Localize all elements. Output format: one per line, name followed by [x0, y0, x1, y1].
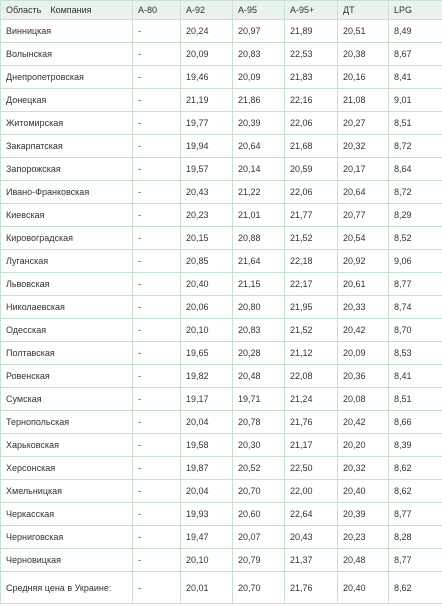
- a92-cell: 20,40: [181, 273, 233, 296]
- lpg-cell: 8,51: [389, 388, 442, 411]
- a92-cell: 20,10: [181, 549, 233, 572]
- dt-cell: 20,32: [338, 457, 389, 480]
- a95-plus-cell: 22,16: [285, 89, 338, 112]
- a80-cell: -: [133, 227, 181, 250]
- table-row: [1, 388, 442, 411]
- a95-cell: 20,78: [233, 411, 285, 434]
- lpg-cell: 9,06: [389, 250, 442, 273]
- a80-cell: -: [133, 181, 181, 204]
- a92-cell: 19,46: [181, 66, 233, 89]
- a95-cell: 20,88: [233, 227, 285, 250]
- lpg-cell: 8,67: [389, 43, 442, 66]
- dt-cell: 20,48: [338, 549, 389, 572]
- a80-cell: -: [133, 158, 181, 181]
- region-cell: Днепропетровская: [1, 66, 133, 89]
- table-row: [1, 296, 442, 319]
- region-cell: Николаевская: [1, 296, 133, 319]
- header-company: Компания: [50, 5, 92, 15]
- a80-cell: -: [133, 480, 181, 503]
- lpg-cell: 8,72: [389, 181, 442, 204]
- region-cell: Ровенская: [1, 365, 133, 388]
- table-header: [1, 1, 442, 20]
- dt-cell: 20,32: [338, 135, 389, 158]
- a95-cell: 20,14: [233, 158, 285, 181]
- a80-cell: -: [133, 66, 181, 89]
- a95-cell: 20,83: [233, 43, 285, 66]
- a95-plus-cell: 22,08: [285, 365, 338, 388]
- lpg-cell: 8,72: [389, 135, 442, 158]
- a95-plus-cell: 22,17: [285, 273, 338, 296]
- a92-cell: 20,01: [181, 572, 233, 604]
- a92-cell: 20,85: [181, 250, 233, 273]
- header-region: Область: [6, 5, 42, 15]
- dt-cell: 20,40: [338, 480, 389, 503]
- lpg-cell: 8,28: [389, 526, 442, 549]
- a95-cell: 20,64: [233, 135, 285, 158]
- lpg-cell: 8,74: [389, 296, 442, 319]
- a95-cell: 21,22: [233, 181, 285, 204]
- a95-cell: 20,70: [233, 572, 285, 604]
- a95-cell: 21,64: [233, 250, 285, 273]
- table-row: [1, 273, 442, 296]
- a92-cell: 19,82: [181, 365, 233, 388]
- a92-cell: 21,19: [181, 89, 233, 112]
- a80-cell: -: [133, 250, 181, 273]
- a95-cell: 20,80: [233, 296, 285, 319]
- table-row: [1, 89, 442, 112]
- a95-cell: 21,86: [233, 89, 285, 112]
- a80-cell: -: [133, 135, 181, 158]
- region-cell: Херсонская: [1, 457, 133, 480]
- region-cell: Закарпатская: [1, 135, 133, 158]
- a95-plus-cell: 21,12: [285, 342, 338, 365]
- dt-cell: 20,64: [338, 181, 389, 204]
- a80-cell: -: [133, 89, 181, 112]
- a95-cell: 20,83: [233, 319, 285, 342]
- region-cell: Киевская: [1, 204, 133, 227]
- a95-plus-cell: 21,76: [285, 572, 338, 604]
- a95-plus-cell: 21,52: [285, 319, 338, 342]
- a92-cell: 20,43: [181, 181, 233, 204]
- a95-cell: 20,52: [233, 457, 285, 480]
- table-row: [1, 227, 442, 250]
- region-cell: Ивано-Франковская: [1, 181, 133, 204]
- lpg-cell: 8,77: [389, 549, 442, 572]
- a95-cell: 20,39: [233, 112, 285, 135]
- dt-cell: 20,42: [338, 411, 389, 434]
- lpg-cell: 8,53: [389, 342, 442, 365]
- region-cell: Одесская: [1, 319, 133, 342]
- region-cell: Средняя цена в Украине:: [1, 572, 133, 604]
- a95-cell: 21,01: [233, 204, 285, 227]
- a95-plus-cell: 20,59: [285, 158, 338, 181]
- a95-plus-cell: 20,43: [285, 526, 338, 549]
- header-a80[interactable]: А-80: [133, 1, 181, 20]
- a95-plus-cell: 22,18: [285, 250, 338, 273]
- region-cell: Кировоградская: [1, 227, 133, 250]
- table-row: [1, 503, 442, 526]
- a80-cell: -: [133, 572, 181, 604]
- table-row: [1, 480, 442, 503]
- a95-plus-cell: 22,53: [285, 43, 338, 66]
- a92-cell: 19,58: [181, 434, 233, 457]
- dt-cell: 20,23: [338, 526, 389, 549]
- dt-cell: 20,42: [338, 319, 389, 342]
- a95-plus-cell: 21,24: [285, 388, 338, 411]
- table-row: [1, 158, 442, 181]
- region-cell: Хмельницкая: [1, 480, 133, 503]
- region-cell: Сумская: [1, 388, 133, 411]
- a80-cell: -: [133, 526, 181, 549]
- a80-cell: -: [133, 319, 181, 342]
- a80-cell: -: [133, 457, 181, 480]
- a80-cell: -: [133, 296, 181, 319]
- a95-plus-cell: 22,06: [285, 112, 338, 135]
- a95-cell: 20,28: [233, 342, 285, 365]
- a92-cell: 20,23: [181, 204, 233, 227]
- header-dt[interactable]: ДТ: [338, 1, 389, 20]
- table-row: [1, 319, 442, 342]
- a80-cell: -: [133, 204, 181, 227]
- table-row: [1, 342, 442, 365]
- a80-cell: -: [133, 112, 181, 135]
- a95-plus-cell: 21,76: [285, 411, 338, 434]
- region-cell: Черновицкая: [1, 549, 133, 572]
- table-row: [1, 457, 442, 480]
- a95-plus-cell: 22,06: [285, 181, 338, 204]
- table-row: [1, 20, 442, 43]
- dt-cell: 20,40: [338, 572, 389, 604]
- region-cell: Запорожская: [1, 158, 133, 181]
- a92-cell: 19,65: [181, 342, 233, 365]
- table-row: [1, 181, 442, 204]
- dt-cell: 20,20: [338, 434, 389, 457]
- a80-cell: -: [133, 388, 181, 411]
- a92-cell: 19,57: [181, 158, 233, 181]
- header-region-company[interactable]: [1, 1, 133, 20]
- table-row: [1, 526, 442, 549]
- region-cell: Полтавская: [1, 342, 133, 365]
- dt-cell: 20,77: [338, 204, 389, 227]
- dt-cell: 20,33: [338, 296, 389, 319]
- region-cell: Харьковская: [1, 434, 133, 457]
- a80-cell: -: [133, 434, 181, 457]
- a95-cell: 20,07: [233, 526, 285, 549]
- a80-cell: -: [133, 20, 181, 43]
- a92-cell: 20,15: [181, 227, 233, 250]
- lpg-cell: 8,62: [389, 572, 442, 604]
- a80-cell: -: [133, 411, 181, 434]
- a95-cell: 19,71: [233, 388, 285, 411]
- lpg-cell: 9,01: [389, 89, 442, 112]
- a95-plus-cell: 22,00: [285, 480, 338, 503]
- lpg-cell: 8,62: [389, 480, 442, 503]
- lpg-cell: 8,49: [389, 20, 442, 43]
- a95-cell: 20,97: [233, 20, 285, 43]
- table-row: [1, 434, 442, 457]
- lpg-cell: 8,41: [389, 66, 442, 89]
- a95-cell: 20,60: [233, 503, 285, 526]
- a95-cell: 20,09: [233, 66, 285, 89]
- region-cell: Львовская: [1, 273, 133, 296]
- lpg-cell: 8,62: [389, 457, 442, 480]
- a95-cell: 20,79: [233, 549, 285, 572]
- a92-cell: 19,77: [181, 112, 233, 135]
- dt-cell: 20,09: [338, 342, 389, 365]
- a95-plus-cell: 21,52: [285, 227, 338, 250]
- lpg-cell: 8,52: [389, 227, 442, 250]
- a95-plus-cell: 22,50: [285, 457, 338, 480]
- lpg-cell: 8,70: [389, 319, 442, 342]
- lpg-cell: 8,66: [389, 411, 442, 434]
- table-row: [1, 66, 442, 89]
- a95-cell: 20,70: [233, 480, 285, 503]
- a95-cell: 21,15: [233, 273, 285, 296]
- lpg-cell: 8,29: [389, 204, 442, 227]
- header-row: [1, 1, 442, 20]
- dt-cell: 21,08: [338, 89, 389, 112]
- table-body: [1, 20, 442, 604]
- lpg-cell: 8,51: [389, 112, 442, 135]
- region-cell: Черниговская: [1, 526, 133, 549]
- region-cell: Тернопольская: [1, 411, 133, 434]
- a92-cell: 20,06: [181, 296, 233, 319]
- a95-cell: 20,48: [233, 365, 285, 388]
- table-row: [1, 112, 442, 135]
- a95-plus-cell: 21,37: [285, 549, 338, 572]
- table-row: [1, 204, 442, 227]
- region-cell: Волынская: [1, 43, 133, 66]
- region-cell: Житомирская: [1, 112, 133, 135]
- a92-cell: 19,87: [181, 457, 233, 480]
- region-cell: Луганская: [1, 250, 133, 273]
- a95-plus-cell: 21,17: [285, 434, 338, 457]
- dt-cell: 20,92: [338, 250, 389, 273]
- a95-plus-cell: 21,89: [285, 20, 338, 43]
- lpg-cell: 8,77: [389, 503, 442, 526]
- region-cell: Винницкая: [1, 20, 133, 43]
- a95-plus-cell: 22,64: [285, 503, 338, 526]
- a80-cell: -: [133, 342, 181, 365]
- header-a95[interactable]: А-95: [233, 1, 285, 20]
- a95-plus-cell: 21,68: [285, 135, 338, 158]
- a95-plus-cell: 21,77: [285, 204, 338, 227]
- a92-cell: 20,04: [181, 411, 233, 434]
- a80-cell: -: [133, 549, 181, 572]
- header-lpg[interactable]: LPG: [389, 1, 442, 20]
- dt-cell: 20,17: [338, 158, 389, 181]
- lpg-cell: 8,64: [389, 158, 442, 181]
- lpg-cell: 8,41: [389, 365, 442, 388]
- a80-cell: -: [133, 43, 181, 66]
- a80-cell: -: [133, 503, 181, 526]
- lpg-cell: 8,77: [389, 273, 442, 296]
- a80-cell: -: [133, 273, 181, 296]
- dt-cell: 20,54: [338, 227, 389, 250]
- table-row: [1, 365, 442, 388]
- table-row: [1, 250, 442, 273]
- a92-cell: 20,04: [181, 480, 233, 503]
- a95-plus-cell: 21,95: [285, 296, 338, 319]
- dt-cell: 20,39: [338, 503, 389, 526]
- dt-cell: 20,16: [338, 66, 389, 89]
- table-row: [1, 135, 442, 158]
- dt-cell: 20,27: [338, 112, 389, 135]
- a92-cell: 19,94: [181, 135, 233, 158]
- dt-cell: 20,61: [338, 273, 389, 296]
- dt-cell: 20,51: [338, 20, 389, 43]
- table-row: [1, 549, 442, 572]
- dt-cell: 20,38: [338, 43, 389, 66]
- table-row: [1, 411, 442, 434]
- header-a95-plus[interactable]: А-95+: [285, 1, 338, 20]
- lpg-cell: 8,39: [389, 434, 442, 457]
- a92-cell: 19,93: [181, 503, 233, 526]
- a92-cell: 20,24: [181, 20, 233, 43]
- dt-cell: 20,36: [338, 365, 389, 388]
- a92-cell: 19,47: [181, 526, 233, 549]
- a92-cell: 19,17: [181, 388, 233, 411]
- header-a92[interactable]: А-92: [181, 1, 233, 20]
- region-cell: Черкасская: [1, 503, 133, 526]
- a95-cell: 20,30: [233, 434, 285, 457]
- average-row: [1, 572, 442, 604]
- dt-cell: 20,08: [338, 388, 389, 411]
- a92-cell: 20,10: [181, 319, 233, 342]
- a92-cell: 20,09: [181, 43, 233, 66]
- table-row: [1, 43, 442, 66]
- region-cell: Донецкая: [1, 89, 133, 112]
- a80-cell: -: [133, 365, 181, 388]
- a95-plus-cell: 21,83: [285, 66, 338, 89]
